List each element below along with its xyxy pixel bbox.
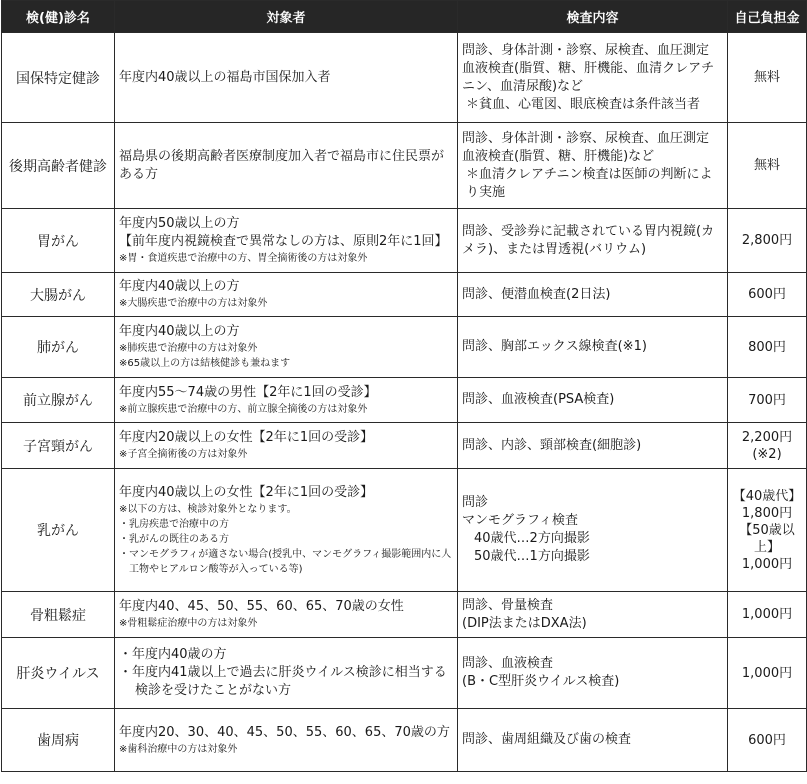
target-line: ・年度内41歳以上で過去に肝炎ウイルス検診に相当する検診を受けたことがない方 [119,665,447,698]
content-line: 40歳代…2方向撮影 [474,531,590,546]
content-line: 問診 [462,495,489,510]
target-note: ・マンモグラフィが適さない場合(授乳中、マンモグラフィ撮影範囲内に人工物やヒアルロン酸等が入っている等) [119,548,452,575]
row-cervix [2,423,807,469]
content-note: ＊血清クレアチニン検査は医師の判断により実施 [466,166,713,200]
content-line: マンモグラフィ検査 [462,513,578,528]
header-row [2,1,807,33]
row-hepatitis [2,638,807,709]
target-note: ※65歳以上の方は結核健診も兼ねます [119,358,291,369]
row-target [115,378,458,423]
row-name: 胃がん [2,209,115,273]
row-content [458,469,728,592]
target-note: ※骨粗鬆症治療中の方は対象外 [119,618,258,629]
header-name: 検(健)診名 [2,1,115,33]
header-cost: 自己負担金 [728,1,807,33]
target-line: 年度内20、30、40、45、50、55、60、65、70歳の方 [119,724,450,740]
row-name: 骨粗鬆症 [2,592,115,638]
row-target [115,709,458,772]
row-bone [2,592,807,638]
row-name: 国保特定健診 [2,33,115,123]
row-name: 前立腺がん [2,378,115,423]
row-cost [728,423,807,469]
screening-table [1,0,807,772]
row-name: 肝炎ウイルス [2,638,115,709]
row-content: 問診、歯周組織及び歯の検査 [458,709,728,772]
row-cost: 1,000円 [728,638,807,709]
row-kouki [2,123,807,209]
row-cost: 600円 [728,709,807,772]
target-note: ※大腸疾患で治療中の方は対象外 [119,298,268,309]
content-note: ＊貧血、心電図、眼底検査は条件該当者 [466,96,701,112]
target-line: 年度内40歳以上の方 [119,324,240,339]
target-line: 年度内50歳以上の方 [119,216,240,231]
content-line: 50歳代…1方向撮影 [474,549,590,564]
row-target [115,469,458,592]
content-line: 血液検査(脂質、糖、肝機能、血清クレアチニン、血清尿酸)など [462,60,715,94]
target-note: ※子宮全摘術後の方は対象外 [119,449,248,460]
row-target [115,209,458,273]
target-note: ※以下の方は、検診対象外となります。 [119,503,297,515]
row-name: 肺がん [2,317,115,378]
cost-line: 【50歳以上】 [739,522,795,555]
row-name: 子宮頸がん [2,423,115,469]
row-cost: 1,000円 [728,592,807,638]
content-line: 問診、身体計測・診察、尿検査、血圧測定 [462,42,710,58]
row-target [115,592,458,638]
target-note: ※前立腺疾患で治療中の方、前立腺全摘後の方は対象外 [119,403,368,415]
target-note: ※胃・食道疾患で治療中の方、胃全摘術後の方は対象外 [119,253,368,264]
row-target [115,273,458,317]
row-stomach [2,209,807,273]
target-line: ・年度内40歳の方 [119,647,227,662]
row-cost: 2,800円 [728,209,807,273]
target-note: ・乳がんの既往のある方 [119,533,229,545]
header-content: 検査内容 [458,1,728,33]
target-note: ※歯科治療中の方は対象外 [119,743,238,755]
target-line: 【前年度内視鏡検査で異常なしの方は、原則2年に1回】 [119,234,448,249]
row-content: 問診、胸部エックス線検査(※1) [458,317,728,378]
row-content [458,638,728,709]
row-content: 問診、便潜血検査(2日法) [458,273,728,317]
target-line: 年度内40歳以上の女性【2年に1回の受診】 [119,484,374,500]
row-target [115,638,458,709]
row-target: 年度内40歳以上の福島市国保加入者 [115,33,458,123]
row-target: 福島県の後期高齢者医療制度加入者で福島市に住民票がある方 [115,123,458,209]
row-cost: 800円 [728,317,807,378]
content-line: 問診、骨量検査 [462,597,554,613]
cost-line: 【40歳代】 [732,488,802,504]
row-target [115,423,458,469]
target-line: 年度内40、45、50、55、60、65、70歳の女性 [119,599,404,614]
row-content [458,592,728,638]
target-note: ・乳房疾患で治療中の方 [119,518,229,530]
row-content: 問診、血液検査(PSA検査) [458,378,728,423]
cost-line: (※2) [752,446,782,462]
row-content [458,123,728,209]
cost-line: 1,800円 [741,505,793,521]
content-line: 問診、血液検査 [462,656,554,671]
target-note: ※肺疾患で治療中の方は対象外 [119,343,258,354]
row-dental [2,709,807,772]
content-line: 血液検査(脂質、糖、肝機能)など [462,148,655,164]
row-name: 後期高齢者健診 [2,123,115,209]
target-line: 年度内20歳以上の女性【2年に1回の受診】 [119,430,374,445]
row-content: 問診、受診券に記載されている胃内視鏡(カメラ)、または胃透視(バリウム) [458,209,728,273]
header-target: 対象者 [115,1,458,33]
row-target [115,317,458,378]
row-prostate [2,378,807,423]
content-line: (DIP法またはDXA法) [462,615,587,631]
row-kokuho [2,33,807,123]
row-cost: 700円 [728,378,807,423]
target-line: 年度内40歳以上の方 [119,279,240,294]
content-line: (B・C型肝炎ウイルス検査) [462,674,620,689]
row-content [458,33,728,123]
cost-line: 2,200円 [741,429,793,445]
row-cost: 600円 [728,273,807,317]
row-colon [2,273,807,317]
row-name: 歯周病 [2,709,115,772]
row-name: 乳がん [2,469,115,592]
target-line: 年度内55～74歳の男性【2年に1回の受診】 [119,384,377,400]
row-breast [2,469,807,592]
row-cost: 無料 [728,33,807,123]
cost-line: 1,000円 [741,556,793,572]
row-cost: 無料 [728,123,807,209]
row-content: 問診、内診、頸部検査(細胞診) [458,423,728,469]
content-line: 問診、身体計測・診察、尿検査、血圧測定 [462,130,710,146]
row-lung [2,317,807,378]
row-cost [728,469,807,592]
row-name: 大腸がん [2,273,115,317]
